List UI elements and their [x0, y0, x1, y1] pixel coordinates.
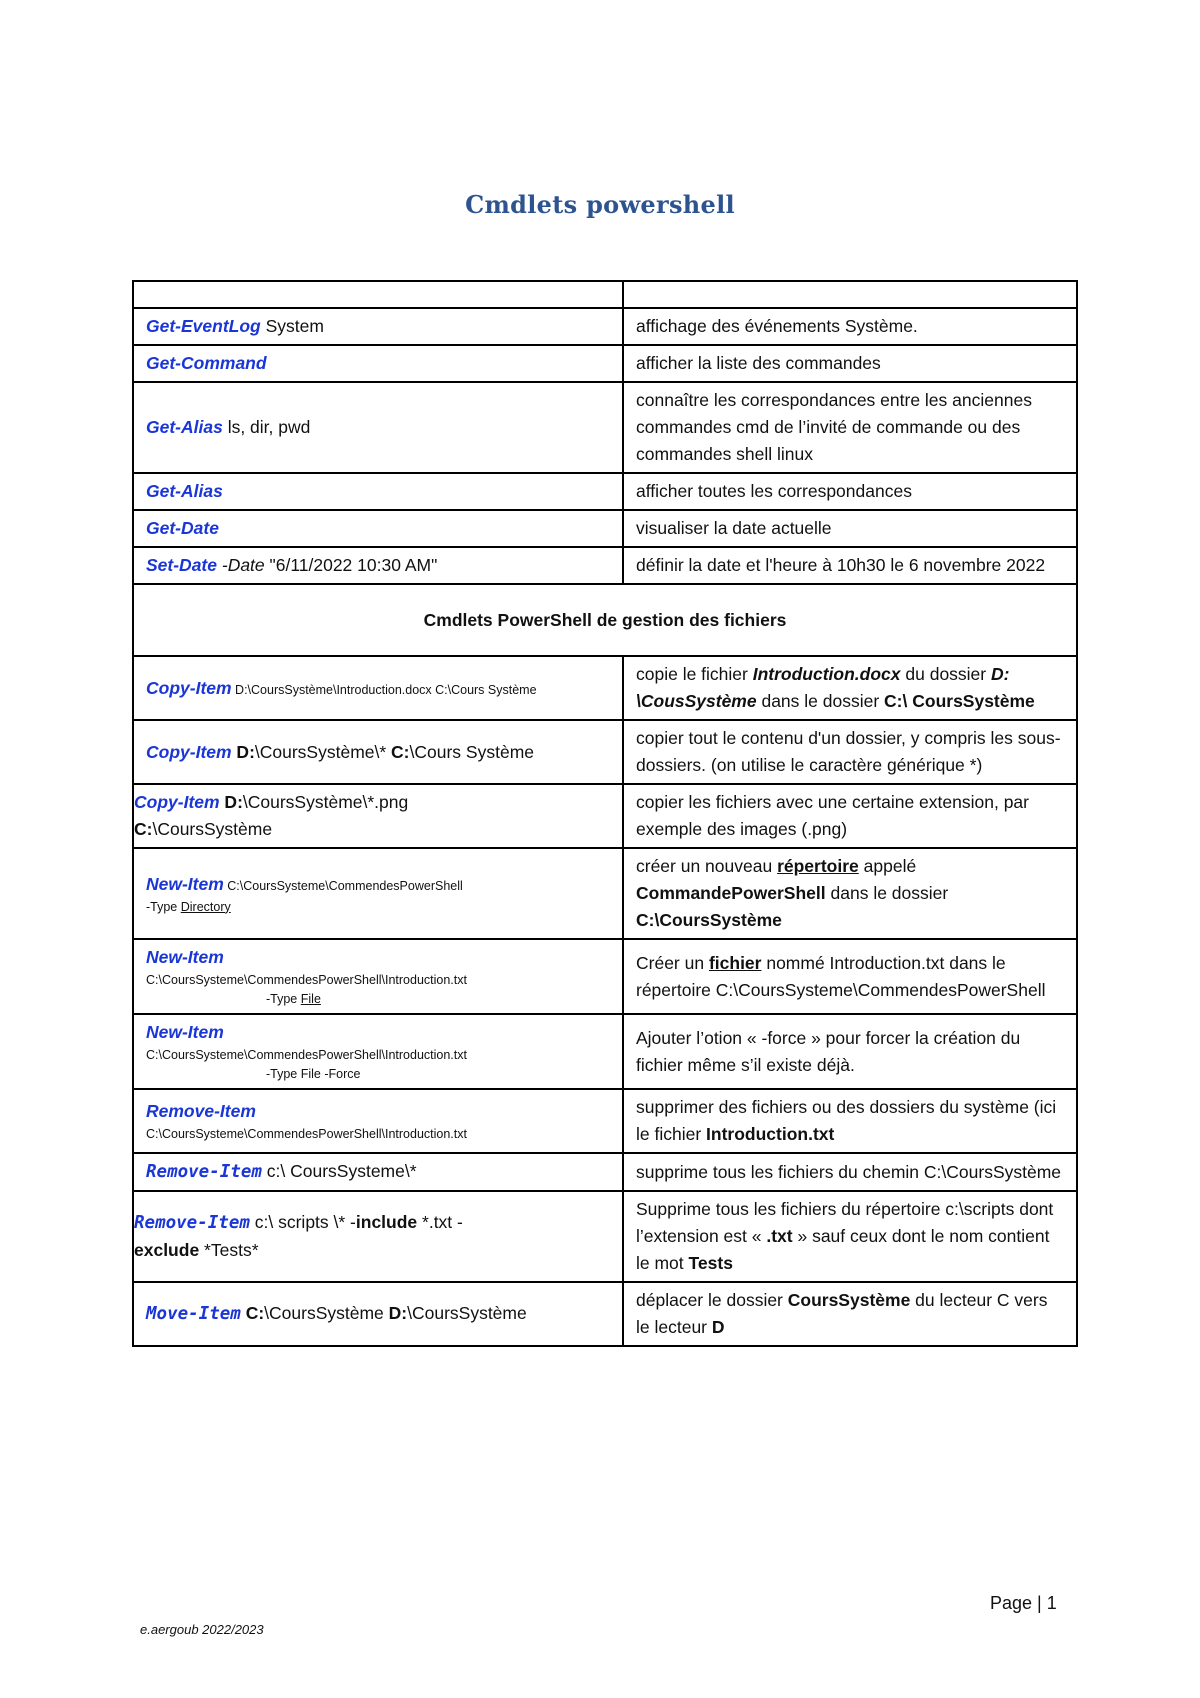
desc-target: C:\ CoursSystème [884, 691, 1035, 711]
table-row [133, 848, 1077, 939]
desc-part: dans le dossier [756, 691, 885, 711]
drive-letter: D: [231, 741, 255, 762]
cmdlet-name: Get-Command [146, 353, 267, 373]
desc-keyword: Tests [688, 1253, 733, 1273]
table-row [133, 345, 1077, 382]
cmdlet-name: Set-Date [146, 555, 217, 575]
description-cell: copier tout le contenu d'un dossier, y compris les sous-dossiers. (on utilise le caractère générique *) [623, 720, 1077, 784]
command-cell [133, 473, 623, 510]
drive-letter: D: [219, 792, 243, 812]
table-row [133, 720, 1077, 784]
drive-letter: C: [240, 1303, 265, 1323]
desc-part: créer un nouveau [636, 856, 778, 876]
description-cell: affichage des événements Système. [623, 308, 1077, 345]
table-row [133, 510, 1077, 547]
desc-dirname: CoursSystème [787, 1290, 911, 1310]
command-cell [133, 308, 623, 345]
cmdlets-table [132, 280, 1078, 1347]
desc-part: supprimer des fichiers ou des dossiers du système (ici le fichier [636, 1097, 1057, 1144]
type-value: Directory [180, 899, 231, 914]
command-cell [133, 1153, 623, 1191]
cmdlet-name: Remove-Item [134, 1213, 250, 1233]
command-cell [133, 720, 623, 784]
desc-part: copie le fichier [636, 664, 753, 684]
drive-letter: D: [388, 1303, 408, 1323]
command-cell [133, 1089, 623, 1153]
command-cell [133, 510, 623, 547]
table-row [133, 1282, 1077, 1346]
description-cell: définir la date et l'heure à 10h30 le 6 novembre 2022 [623, 547, 1077, 584]
cmdlet-args-line3: -Type File -Force [266, 1067, 361, 1081]
include-flag: include [355, 1212, 418, 1232]
desc-filename: Introduction.docx [752, 664, 901, 684]
cmdlet-name: Remove-Item [146, 1101, 256, 1121]
command-cell [133, 1191, 623, 1282]
cmdlet-param: -Date [217, 555, 265, 575]
footer-author: e.aergoub 2022/2023 [140, 1622, 264, 1637]
description-cell: supprime tous les fichiers du chemin C:\CoursSystème [623, 1153, 1077, 1191]
table-row [133, 382, 1077, 473]
desc-dirname: CommandePowerShell [636, 883, 826, 903]
table-row [133, 547, 1077, 584]
cmdlet-args-line2: C:\CoursSysteme\CommendesPowerShell\Introduction.txt [146, 1127, 467, 1141]
cmdlet-args: C:\CoursSysteme\CommendesPowerShell [223, 878, 463, 893]
cmdlet-name: Copy-Item [134, 792, 220, 812]
description-cell [623, 656, 1077, 720]
cmdlet-name: Get-Alias [146, 481, 223, 501]
table-row [133, 308, 1077, 345]
cmdlet-name: Get-Alias [146, 417, 223, 437]
description-cell [623, 1191, 1077, 1282]
cmdlet-args: "6/11/2022 10:30 AM" [264, 555, 438, 575]
cmdlet-name: Get-EventLog [146, 316, 261, 336]
cmdlet-name: Get-Date [146, 518, 219, 538]
description-cell: afficher toutes les correspondances [623, 473, 1077, 510]
cmdlet-args-line2: C:\CoursSysteme\CommendesPowerShell\Introduction.txt [146, 973, 467, 987]
table-row [133, 1153, 1077, 1191]
cmdlet-args: \CoursSystème\*.png [242, 792, 409, 812]
cmdlet-name: Move-Item [146, 1304, 241, 1324]
command-cell [133, 382, 623, 473]
cmdlet-args-line2: C:\CoursSysteme\CommendesPowerShell\Introduction.txt [146, 1048, 467, 1062]
desc-keyword: répertoire [777, 856, 859, 876]
desc-target: C:\CoursSystème [636, 910, 782, 930]
description-cell [623, 939, 1077, 1014]
desc-extension: .txt [766, 1226, 793, 1246]
empty-header-cell [623, 281, 1077, 308]
desc-part: déplacer le dossier [636, 1290, 788, 1310]
description-cell: connaître les correspondances entre les anciennes commandes cmd de l’invité de commande ou des commandes shell linux [623, 382, 1077, 473]
command-cell [133, 1282, 623, 1346]
desc-part: » sauf ceux dont le nom contient le mot [636, 1226, 1050, 1273]
type-flag: -Type [146, 899, 181, 914]
table-row [133, 656, 1077, 720]
exclude-flag: exclude [134, 1240, 200, 1260]
type-flag: -Type [266, 992, 301, 1006]
cmdlet-name: New-Item [146, 873, 224, 894]
desc-part: du dossier [900, 664, 991, 684]
desc-part: nommé Introduction.txt dans le répertoire C:\CoursSysteme\CommendesPowerShell [636, 952, 1046, 1000]
command-cell [133, 1014, 623, 1089]
cmdlet-name: Remove-Item [146, 1162, 262, 1182]
page-title: Cmdlets powershell [465, 190, 735, 219]
table-row [133, 1014, 1077, 1089]
command-cell [133, 345, 623, 382]
cmdlet-args: \Cours Système [409, 741, 534, 762]
cmdlet-name: New-Item [146, 1022, 224, 1042]
table-row [133, 1191, 1077, 1282]
cmdlet-args: *Tests* [199, 1240, 259, 1260]
command-cell [133, 784, 623, 848]
empty-header-cell [133, 281, 623, 308]
description-cell: visualiser la date actuelle [623, 510, 1077, 547]
desc-part: dans le dossier [825, 883, 949, 903]
cmdlet-args-line3 [146, 990, 610, 1009]
description-cell [623, 1282, 1077, 1346]
cmdlet-args: c:\ scripts \* - [249, 1212, 356, 1232]
desc-part: appelé [858, 856, 917, 876]
description-cell: afficher la liste des commandes [623, 345, 1077, 382]
desc-part: Créer un [636, 952, 709, 973]
cmdlet-args: \CoursSystème\* [254, 741, 392, 762]
command-cell [133, 656, 623, 720]
table-row [133, 1089, 1077, 1153]
drive-letter: C: [391, 741, 410, 762]
desc-keyword: fichier [708, 952, 762, 973]
cmdlet-name: Copy-Item [146, 677, 232, 698]
cmdlet-args: c:\ CoursSysteme\* [261, 1161, 417, 1181]
cmdlet-args: \CoursSystème [264, 1303, 389, 1323]
section-header: Cmdlets PowerShell de gestion des fichiers [133, 584, 1077, 656]
cmdlet-args: \CoursSystème [407, 1303, 527, 1323]
command-cell [133, 848, 623, 939]
drive-letter: C: [134, 819, 153, 839]
description-cell [623, 1089, 1077, 1153]
section-header-row [133, 584, 1077, 656]
table-header-row [133, 281, 1077, 308]
table-row [133, 939, 1077, 1014]
cmdlet-name: New-Item [146, 947, 224, 967]
page-number: Page | 1 [990, 1593, 1057, 1613]
desc-filename: Introduction.txt [706, 1124, 835, 1144]
cmdlet-args: *.txt - [417, 1212, 463, 1232]
cmdlet-name: Copy-Item [146, 741, 232, 762]
command-cell [133, 939, 623, 1014]
type-value: File [300, 992, 321, 1006]
cmdlet-args: \CoursSystème [152, 819, 273, 839]
description-cell: copier les fichiers avec une certaine extension, par exemple des images (.png) [623, 784, 1077, 848]
cmdlet-args: System [260, 316, 324, 336]
desc-part: Supprime tous les fichiers du répertoire c:\scripts dont l’extension est « [636, 1199, 1054, 1246]
table-row [133, 473, 1077, 510]
command-cell [133, 547, 623, 584]
desc-drive: D [711, 1317, 725, 1337]
description-cell: Ajouter l’otion « -force » pour forcer la création du fichier même s’il existe déjà. [623, 1014, 1077, 1089]
table-row [133, 784, 1077, 848]
desc-source: D: \CousSystème [636, 664, 1010, 711]
description-cell [623, 848, 1077, 939]
desc-part: du lecteur C vers le lecteur [636, 1290, 1048, 1337]
cmdlet-args: ls, dir, pwd [222, 417, 311, 437]
cmdlet-args: D:\CoursSystème\Introduction.docx C:\Cours Système [231, 682, 537, 697]
cmdlet-args-line2 [146, 898, 610, 917]
